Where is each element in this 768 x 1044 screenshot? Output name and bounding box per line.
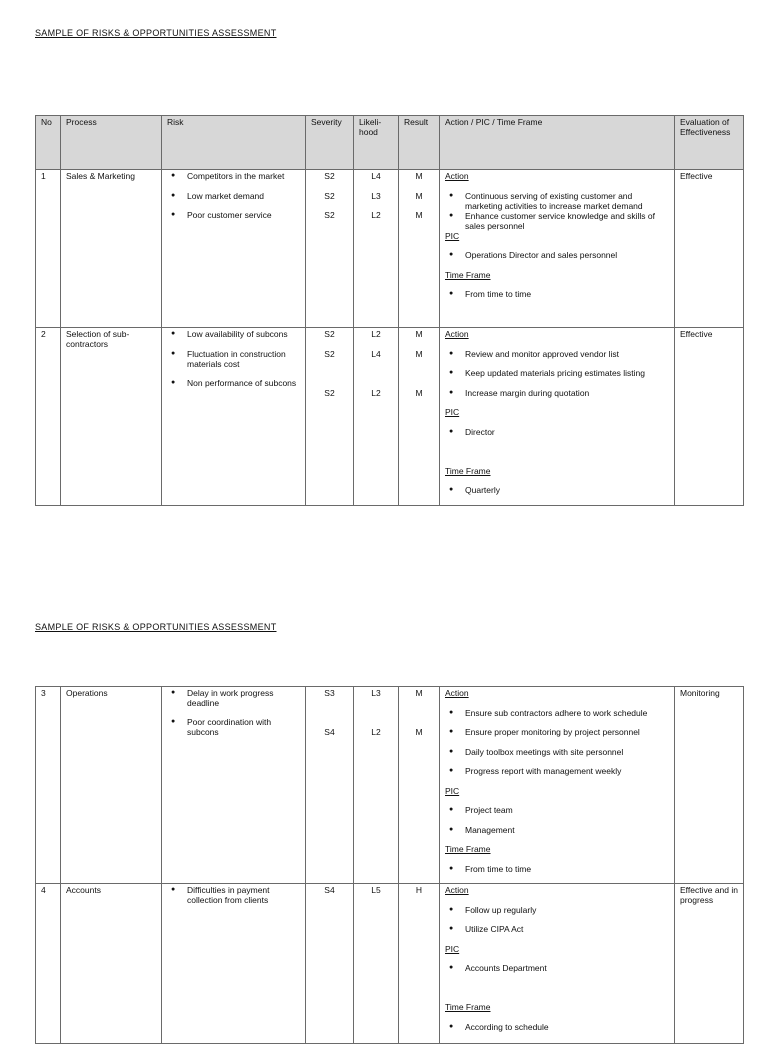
likelihood-value: L4 — [371, 171, 381, 181]
action-item: ● Daily toolbox meetings with site personnel — [445, 747, 669, 767]
action-item: ● Continuous serving of existing customer and marketing activities to increase market demand — [445, 191, 669, 211]
evaluation-cell: Effective — [675, 328, 744, 506]
pic-item: ● Director — [445, 427, 669, 447]
risk-cell — [162, 328, 306, 506]
header-process: Process — [61, 116, 162, 170]
row-process: Selection of sub-contractors — [61, 328, 162, 506]
header-result: Result — [399, 116, 440, 170]
severity-value: S3 — [324, 688, 335, 698]
result-value: M — [415, 348, 423, 359]
severity-value: S2 — [324, 387, 335, 398]
risk-item: ● Non performance of subcons — [167, 378, 300, 398]
action-cell — [440, 687, 675, 884]
result-value: M — [415, 688, 423, 698]
severity-value: S4 — [324, 885, 335, 895]
risk-item: ● Competitors in the market — [167, 171, 300, 191]
action-item: ● Utilize CIPA Act — [445, 924, 669, 944]
action-item: ● Ensure proper monitoring by project personnel — [445, 727, 669, 747]
action-item: ● Review and monitor approved vendor list — [445, 349, 669, 369]
risk-assessment-table — [35, 686, 744, 1044]
likelihood-value: L2 — [371, 387, 381, 398]
risk-item: ● Low market demand — [167, 191, 300, 211]
row-no: 4 — [36, 884, 61, 1044]
pic-label: PIC — [445, 943, 460, 954]
action-label: Action — [445, 329, 469, 339]
severity-cell — [306, 687, 354, 884]
row-no: 1 — [36, 170, 61, 328]
result-cell — [399, 328, 440, 506]
row-process: Accounts — [61, 884, 162, 1044]
action-item: ● Keep updated materials pricing estimates listing — [445, 368, 669, 388]
action-cell — [440, 328, 675, 506]
risk-assessment-table — [35, 115, 744, 506]
table-header-row — [36, 116, 744, 170]
likelihood-value: L2 — [371, 329, 381, 339]
likelihood-cell — [354, 328, 399, 506]
likelihood-value: L2 — [371, 727, 381, 737]
result-value: M — [415, 190, 423, 201]
result-cell — [399, 687, 440, 884]
header-likelihood: Likeli- hood — [354, 116, 399, 170]
table-row — [36, 884, 744, 1044]
timeframe-label: Time Frame — [445, 1002, 491, 1012]
evaluation-cell: Effective and in progress — [675, 884, 744, 1044]
row-process: Operations — [61, 687, 162, 884]
likelihood-cell — [354, 884, 399, 1044]
timeframe-label: Time Frame — [445, 269, 491, 280]
likelihood-value: L3 — [371, 688, 381, 698]
risk-item: ● Fluctuation in construction materials cost — [167, 349, 300, 378]
result-value: M — [415, 727, 423, 737]
result-value: M — [415, 171, 423, 181]
action-item: ● Enhance customer service knowledge and skills of sales personnel — [445, 211, 669, 231]
likelihood-value: L3 — [371, 190, 381, 201]
action-item: ● Follow up regularly — [445, 905, 669, 925]
evaluation-cell: Effective — [675, 170, 744, 328]
risk-cell — [162, 884, 306, 1044]
severity-value: S2 — [324, 329, 335, 339]
likelihood-value: L5 — [371, 885, 381, 895]
risk-item: ● Delay in work progress deadline — [167, 688, 300, 717]
pic-label: PIC — [445, 407, 460, 417]
risk-item: ● Difficulties in payment collection from clients — [167, 885, 300, 905]
timeframe-item: ● From time to time — [445, 289, 669, 309]
action-item: ● Increase margin during quotation — [445, 388, 669, 408]
header-action: Action / PIC / Time Frame — [440, 116, 675, 170]
timeframe-label: Time Frame — [445, 465, 491, 476]
likelihood-value: L4 — [371, 348, 381, 359]
risk-cell — [162, 170, 306, 328]
result-value: M — [415, 387, 423, 398]
action-label: Action — [445, 688, 469, 698]
timeframe-item: ● From time to time — [445, 864, 669, 884]
row-process: Sales & Marketing — [61, 170, 162, 328]
document-title: SAMPLE OF RISKS & OPPORTUNITIES ASSESSMENT — [35, 28, 277, 38]
severity-cell — [306, 328, 354, 506]
table-row — [36, 328, 744, 506]
timeframe-item: ● Quarterly — [445, 485, 669, 505]
header-risk: Risk — [162, 116, 306, 170]
timeframe-item: ● According to schedule — [445, 1022, 669, 1042]
result-value: H — [415, 885, 423, 895]
timeframe-label: Time Frame — [445, 844, 491, 854]
header-evaluation: Evaluation of Effectiveness — [675, 116, 744, 170]
result-cell — [399, 884, 440, 1044]
severity-cell — [306, 170, 354, 328]
pic-item: ● Accounts Department — [445, 963, 669, 983]
risk-cell — [162, 687, 306, 884]
pic-item: ● Operations Director and sales personnel — [445, 250, 669, 270]
result-cell — [399, 170, 440, 328]
action-label: Action — [445, 885, 469, 895]
likelihood-cell — [354, 687, 399, 884]
severity-value: S2 — [324, 190, 335, 201]
action-label: Action — [445, 171, 469, 181]
pic-item: ● Management — [445, 825, 669, 845]
severity-value: S2 — [324, 171, 335, 181]
action-item: ● Ensure sub contractors adhere to work schedule — [445, 708, 669, 728]
risk-item: ● Poor customer service — [167, 210, 300, 230]
action-cell — [440, 170, 675, 328]
pic-label: PIC — [445, 230, 460, 241]
row-no: 2 — [36, 328, 61, 506]
result-value: M — [415, 329, 423, 339]
header-severity: Severity — [306, 116, 354, 170]
table-row — [36, 170, 744, 328]
result-value: M — [415, 210, 423, 220]
risk-item: ● Low availability of subcons — [167, 329, 300, 349]
evaluation-cell: Monitoring — [675, 687, 744, 884]
likelihood-cell — [354, 170, 399, 328]
severity-cell — [306, 884, 354, 1044]
row-no: 3 — [36, 687, 61, 884]
action-item: ● Progress report with management weekly — [445, 766, 669, 786]
action-cell — [440, 884, 675, 1044]
pic-label: PIC — [445, 785, 460, 796]
table-row — [36, 687, 744, 884]
risk-item: ● Poor coordination with subcons — [167, 717, 300, 737]
likelihood-value: L2 — [371, 210, 381, 220]
header-no: No — [36, 116, 61, 170]
document-title: SAMPLE OF RISKS & OPPORTUNITIES ASSESSMENT — [35, 622, 277, 632]
severity-value: S4 — [324, 727, 335, 737]
severity-value: S2 — [324, 348, 335, 359]
severity-value: S2 — [324, 210, 335, 220]
pic-item: ● Project team — [445, 805, 669, 825]
